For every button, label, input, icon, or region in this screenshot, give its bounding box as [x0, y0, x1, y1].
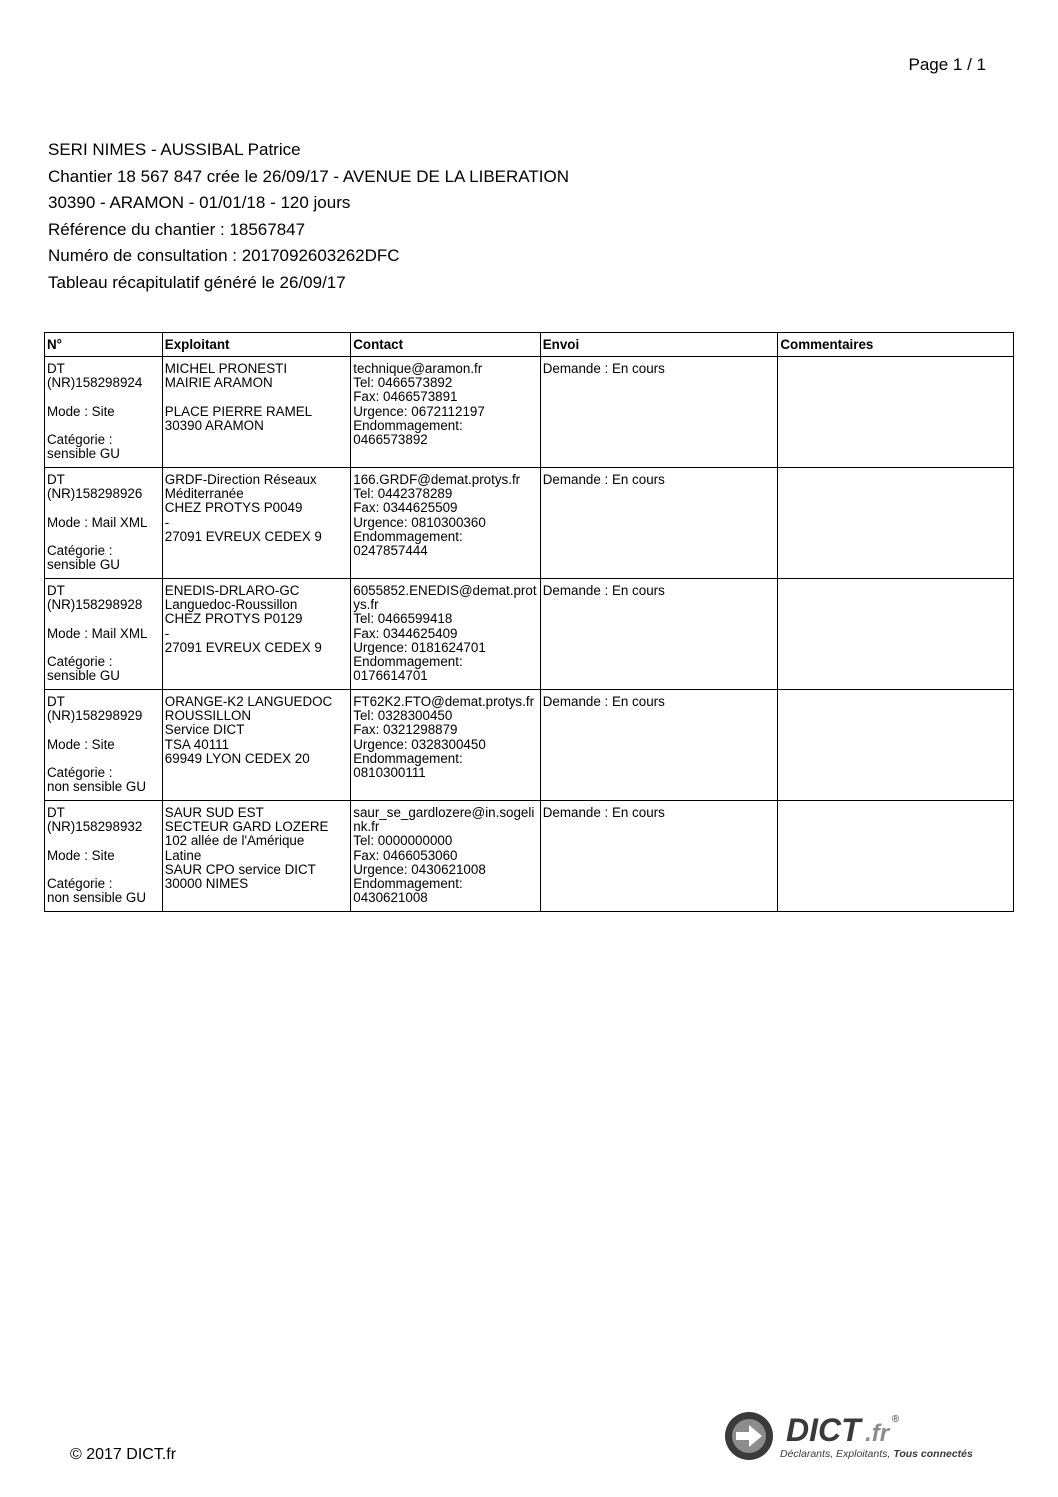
- dt-type: DT: [47, 361, 65, 376]
- table-row: [45, 468, 1014, 579]
- cell-contact: [351, 690, 540, 801]
- contact-endommagement-number: 0466573892: [353, 432, 428, 448]
- exploitant-line: 69949 LYON CEDEX 20: [164, 750, 310, 766]
- table-row: [45, 801, 1014, 912]
- contact-endommagement-number: 0430621008: [353, 890, 428, 906]
- commentaires-value: [780, 695, 1011, 709]
- dt-type: DT: [47, 583, 65, 598]
- header-generated: Tableau récapitulatif généré le 26/09/17: [48, 272, 346, 292]
- exploitant-line: MICHEL PRONESTI: [164, 361, 288, 376]
- exploitant-line: PLACE PIERRE RAMEL: [164, 403, 313, 419]
- document-header: [48, 137, 569, 297]
- contact-endommagement-label: Endommagement:: [353, 876, 463, 892]
- col-header-contact: Contact: [351, 333, 540, 357]
- exploitant-line: CHEZ PROTYS P0129: [164, 611, 303, 627]
- cell-envoi: [540, 801, 778, 912]
- logo-registered: ®: [891, 1414, 900, 1425]
- dt-category-value: sensible GU: [47, 446, 120, 462]
- dt-mode: Mode : Mail XML: [47, 514, 148, 530]
- dt-category-label: Catégorie :: [47, 875, 113, 891]
- commentaires-value: [780, 362, 1011, 376]
- dt-type: DT: [47, 694, 65, 709]
- cell-commentaires: [778, 468, 1014, 579]
- cell-envoi: [540, 468, 778, 579]
- cell-envoi: [540, 357, 778, 468]
- exploitant-line: ORANGE-K2 LANGUEDOC: [164, 694, 333, 709]
- cell-num: [45, 468, 163, 579]
- envoi-status: Demande : En cours: [542, 583, 665, 598]
- envoi-status: Demande : En cours: [542, 361, 665, 376]
- contact-fax: Fax: 0466053060: [353, 847, 458, 863]
- cell-commentaires: [778, 579, 1014, 690]
- contact-urgence: Urgence: 0672112197: [353, 403, 485, 419]
- contact-urgence: Urgence: 0810300360: [353, 514, 486, 530]
- col-header-commentaires: Commentaires: [778, 333, 1014, 357]
- exploitant-line: MAIRIE ARAMON: [164, 375, 273, 391]
- dt-category-label: Catégorie :: [47, 542, 113, 558]
- cell-num: [45, 690, 163, 801]
- cell-exploitant: [162, 801, 350, 912]
- dt-reference: (NR)158298926: [47, 486, 143, 502]
- contact-fax: Fax: 0466573891: [353, 389, 458, 405]
- header-reference: Référence du chantier : 18567847: [48, 219, 306, 239]
- contact-email: saur_se_gardlozere@in.sogelink.fr: [353, 805, 535, 835]
- exploitant-line: TSA 40111: [164, 736, 230, 752]
- envoi-status: Demande : En cours: [542, 472, 665, 487]
- dt-reference: (NR)158298928: [47, 597, 143, 613]
- exploitant-line: Languedoc-Roussillon: [164, 597, 298, 613]
- exploitant-line: 30390 ARAMON: [164, 417, 264, 433]
- dict-logo: [722, 1408, 986, 1464]
- header-company: SERI NIMES - AUSSIBAL Patrice: [48, 140, 301, 159]
- exploitant-line: ROUSSILLON: [164, 708, 252, 724]
- cell-envoi: [540, 690, 778, 801]
- dt-category-value: non sensible GU: [47, 779, 146, 795]
- cell-contact: [351, 357, 540, 468]
- exploitant-line: Latine: [164, 847, 202, 863]
- dt-mode: Mode : Site: [47, 403, 115, 419]
- exploitant-line: Méditerranée: [164, 486, 244, 502]
- dt-reference: (NR)158298924: [47, 375, 143, 391]
- contact-urgence: Urgence: 0181624701: [353, 639, 486, 655]
- dt-type: DT: [47, 472, 65, 487]
- logo-tagline-bold: Tous connectés: [893, 1448, 973, 1460]
- logo-brand: DICT: [786, 1412, 861, 1448]
- contact-endommagement-label: Endommagement:: [353, 417, 463, 433]
- contact-email: 166.GRDF@demat.protys.fr: [353, 472, 521, 487]
- cell-contact: [351, 468, 540, 579]
- cell-contact: [351, 579, 540, 690]
- dt-category-value: sensible GU: [47, 557, 120, 573]
- exploitant-line: ENEDIS-DRLARO-GC: [164, 583, 300, 598]
- contact-endommagement-number: 0176614701: [353, 668, 428, 684]
- contact-fax: Fax: 0321298879: [353, 722, 458, 738]
- envoi-status: Demande : En cours: [542, 694, 665, 709]
- dt-category-label: Catégorie :: [47, 764, 113, 780]
- exploitant-line: 27091 EVREUX CEDEX 9: [164, 639, 322, 655]
- cell-envoi: [540, 579, 778, 690]
- cell-exploitant: [162, 690, 350, 801]
- col-header-exploitant: Exploitant: [162, 333, 350, 357]
- contact-urgence: Urgence: 0430621008: [353, 861, 486, 877]
- cell-exploitant: [162, 579, 350, 690]
- cell-num: [45, 579, 163, 690]
- contact-fax: Fax: 0344625409: [353, 625, 458, 641]
- commentaires-value: [780, 806, 1011, 820]
- contact-tel: Tel: 0466573892: [353, 375, 453, 391]
- exploitant-line: SAUR SUD EST: [164, 805, 264, 820]
- recap-table: [44, 332, 1014, 912]
- contact-tel: Tel: 0000000000: [353, 833, 453, 849]
- dt-reference: (NR)158298929: [47, 708, 143, 724]
- exploitant-line: Service DICT: [164, 722, 245, 738]
- exploitant-line: -: [164, 625, 170, 641]
- header-location: 30390 - ARAMON - 01/01/18 - 120 jours: [48, 193, 351, 213]
- exploitant-line: GRDF-Direction Réseaux: [164, 472, 317, 487]
- dt-category-label: Catégorie :: [47, 653, 113, 669]
- contact-urgence: Urgence: 0328300450: [353, 736, 486, 752]
- table-body: [45, 357, 1014, 912]
- cell-exploitant: [162, 468, 350, 579]
- exploitant-line: -: [164, 514, 170, 530]
- exploitant-line: 30000 NIMES: [164, 876, 249, 892]
- contact-endommagement-label: Endommagement:: [353, 654, 463, 670]
- dt-mode: Mode : Site: [47, 736, 115, 752]
- cell-contact: [351, 801, 540, 912]
- exploitant-line: CHEZ PROTYS P0049: [164, 500, 303, 516]
- exploitant-line: [165, 390, 348, 404]
- dt-reference: (NR)158298932: [47, 819, 143, 835]
- header-chantier: Chantier 18 567 847 crée le 26/09/17 - AVENUE DE LA LIBERATION: [48, 166, 569, 186]
- col-header-envoi: Envoi: [540, 333, 778, 357]
- dt-category-value: non sensible GU: [47, 890, 146, 906]
- table-row: [45, 357, 1014, 468]
- contact-fax: Fax: 0344625509: [353, 500, 458, 516]
- contact-tel: Tel: 0442378289: [353, 486, 453, 502]
- table-header-row: [45, 333, 1014, 357]
- table-row: [45, 579, 1014, 690]
- dt-mode: Mode : Site: [47, 847, 115, 863]
- contact-endommagement-number: 0247857444: [353, 543, 428, 559]
- copyright: © 2017 DICT.fr: [70, 1446, 177, 1463]
- contact-endommagement-number: 0810300111: [353, 765, 426, 781]
- exploitant-line: 102 allée de l'Amérique: [164, 833, 305, 849]
- header-consultation: Numéro de consultation : 2017092603262DFC: [48, 246, 400, 266]
- exploitant-line: SECTEUR GARD LOZERE: [164, 819, 329, 835]
- contact-tel: Tel: 0466599418: [353, 611, 453, 627]
- commentaires-value: [780, 473, 1011, 487]
- dt-mode: Mode : Mail XML: [47, 625, 148, 641]
- contact-email: FT62K2.FTO@demat.protys.fr: [353, 694, 535, 709]
- cell-commentaires: [778, 690, 1014, 801]
- exploitant-line: SAUR CPO service DICT: [164, 861, 316, 877]
- exploitant-line: 27091 EVREUX CEDEX 9: [164, 528, 322, 544]
- commentaires-value: [780, 584, 1011, 598]
- contact-tel: Tel: 0328300450: [353, 708, 453, 724]
- cell-commentaires: [778, 801, 1014, 912]
- dt-type: DT: [47, 805, 65, 820]
- cell-num: [45, 357, 163, 468]
- col-header-num: N°: [45, 333, 163, 357]
- contact-email: 6055852.ENEDIS@demat.protys.fr: [353, 583, 537, 613]
- logo-suffix: .fr: [865, 1420, 890, 1447]
- envoi-status: Demande : En cours: [542, 805, 665, 820]
- cell-exploitant: [162, 357, 350, 468]
- page-number: Page 1 / 1: [908, 55, 986, 74]
- contact-endommagement-label: Endommagement:: [353, 750, 463, 766]
- logo-tagline: Déclarants, Exploitants,: [780, 1448, 891, 1460]
- cell-commentaires: [778, 357, 1014, 468]
- contact-endommagement-label: Endommagement:: [353, 528, 463, 544]
- contact-email: technique@aramon.fr: [353, 361, 483, 376]
- dt-category-label: Catégorie :: [47, 431, 113, 447]
- dt-category-value: sensible GU: [47, 668, 120, 684]
- cell-num: [45, 801, 163, 912]
- table-row: [45, 690, 1014, 801]
